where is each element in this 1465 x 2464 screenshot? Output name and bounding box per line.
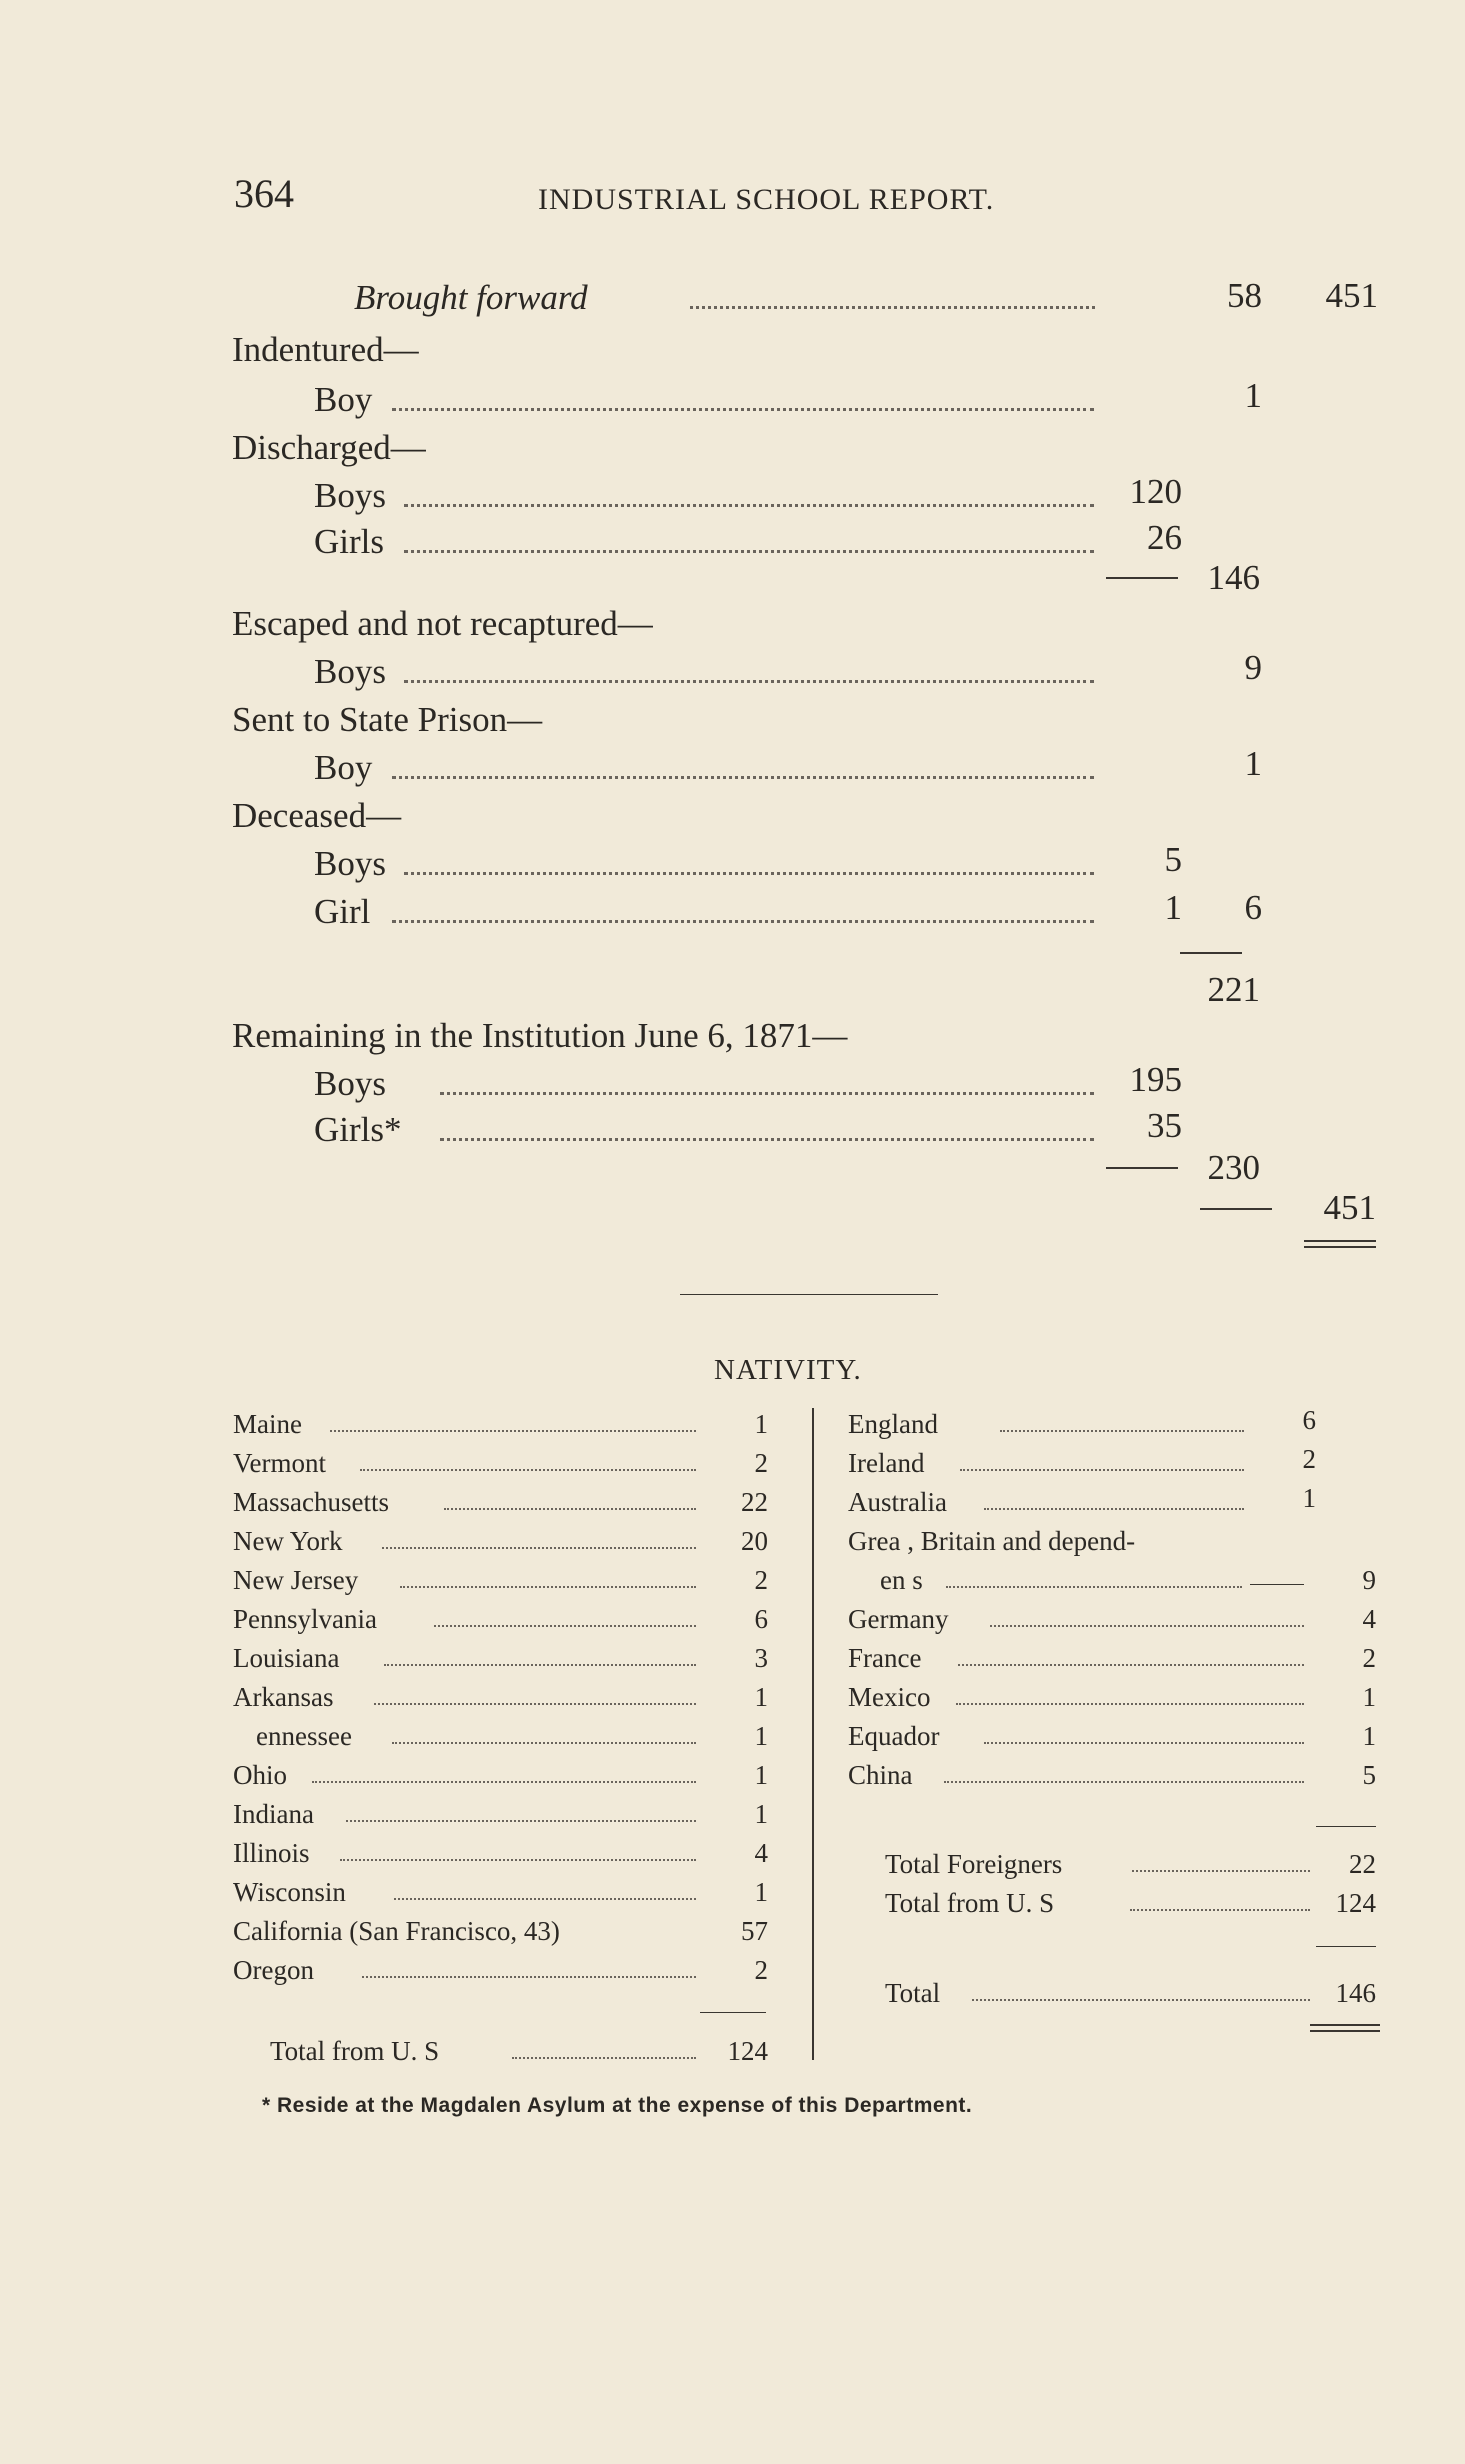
brought-forward-a: 58 xyxy=(1227,276,1262,315)
deceased-girl-value: 1 xyxy=(1164,888,1182,927)
leader-dots xyxy=(690,306,1095,309)
leader-dots xyxy=(384,1664,696,1666)
list-item-label: England xyxy=(848,1409,938,1439)
list-item-value: 2 xyxy=(754,1955,768,1985)
leader-dots xyxy=(990,1625,1304,1627)
remaining-boys-label: Boys xyxy=(314,1064,386,1103)
leader-dots xyxy=(394,1898,696,1900)
column-divider xyxy=(812,1408,814,2060)
leader-dots xyxy=(444,1508,696,1510)
list-item-value: 5 xyxy=(1362,1760,1376,1790)
list-item-value: 1 xyxy=(754,1799,768,1829)
sum-rule xyxy=(1316,1826,1376,1827)
list-item-label: Germany xyxy=(848,1604,949,1634)
list-item-value: 20 xyxy=(741,1526,768,1556)
list-item-value: 6 xyxy=(754,1604,768,1634)
state-prison-heading: Sent to State Prison— xyxy=(232,700,543,739)
list-item-value: 3 xyxy=(754,1643,768,1673)
discharged-boys-value: 120 xyxy=(1129,472,1182,511)
total-foreigners-value: 22 xyxy=(1349,1849,1376,1879)
section-divider xyxy=(680,1294,938,1295)
leader-dots xyxy=(392,1742,696,1744)
leader-dots xyxy=(1000,1430,1244,1432)
list-item-label: California (San Francisco, 43) xyxy=(233,1916,560,1946)
list-item-label: Australia xyxy=(848,1487,947,1517)
list-item-value: 1 xyxy=(754,1721,768,1751)
discharged-heading: Discharged— xyxy=(232,428,426,467)
list-item-label: Vermont xyxy=(233,1448,326,1478)
deceased-heading: Deceased— xyxy=(232,796,402,835)
footnote: * Reside at the Magdalen Asylum at the expense of this Department. xyxy=(262,2094,973,2117)
deceased-boys-value: 5 xyxy=(1164,840,1182,879)
leader-dots xyxy=(392,408,1094,411)
list-item-value: 2 xyxy=(1302,1444,1316,1474)
list-item-label: Maine xyxy=(233,1409,302,1439)
list-item-value: 4 xyxy=(1362,1604,1376,1634)
state-prison-boy-label: Boy xyxy=(314,748,373,787)
leader-dots xyxy=(312,1781,696,1783)
leader-dots xyxy=(512,2057,696,2059)
leader-dots xyxy=(434,1625,696,1627)
list-item-label: Ohio xyxy=(233,1760,287,1790)
state-prison-boy-value: 1 xyxy=(1244,744,1262,783)
list-item-value: 1 xyxy=(754,1877,768,1907)
list-item-value: 1 xyxy=(1362,1721,1376,1751)
list-item-label: Indiana xyxy=(233,1799,314,1829)
indentured-boy-value: 1 xyxy=(1244,376,1262,415)
leader-dots xyxy=(340,1859,696,1861)
leader-dots xyxy=(404,872,1094,875)
leader-dots xyxy=(392,920,1094,923)
leader-dots xyxy=(958,1664,1304,1666)
leader-dots xyxy=(404,680,1094,683)
sum-rule xyxy=(1316,1946,1376,1947)
list-item-label: Equador xyxy=(848,1721,940,1751)
sum-rule xyxy=(1250,1584,1304,1585)
leader-dots xyxy=(362,1976,696,1978)
list-item-label: Mexico xyxy=(848,1682,931,1712)
leader-dots xyxy=(330,1430,696,1432)
sum-rule xyxy=(700,2012,766,2013)
leader-dots xyxy=(382,1547,696,1549)
list-item-value: 1 xyxy=(754,1760,768,1790)
leader-dots xyxy=(404,550,1094,553)
list-item-label: Ireland xyxy=(848,1448,925,1478)
leader-dots xyxy=(984,1508,1244,1510)
list-item-value: 1 xyxy=(1362,1682,1376,1712)
us-total-value: 124 xyxy=(727,2036,768,2066)
double-rule xyxy=(1304,1240,1376,1242)
leader-dots xyxy=(440,1092,1094,1095)
leader-dots xyxy=(346,1820,696,1822)
leader-dots xyxy=(946,1586,1242,1588)
leader-dots xyxy=(392,776,1094,779)
discharged-girls-label: Girls xyxy=(314,522,384,561)
remaining-girls-value: 35 xyxy=(1147,1106,1182,1145)
list-item-label: ennessee xyxy=(256,1721,352,1751)
leader-dots xyxy=(960,1469,1244,1471)
total-value: 146 xyxy=(1335,1978,1376,2008)
leader-dots xyxy=(374,1703,696,1705)
list-item-label: Arkansas xyxy=(233,1682,334,1712)
list-item-value: 2 xyxy=(754,1565,768,1595)
remaining-total: 230 xyxy=(1207,1148,1260,1187)
list-item-label: Wisconsin xyxy=(233,1877,346,1907)
list-item-label: New Jersey xyxy=(233,1565,359,1595)
us-total-label: Total from U. S xyxy=(270,2036,440,2066)
list-item-value: 6 xyxy=(1302,1405,1316,1435)
list-item-label: France xyxy=(848,1643,922,1673)
double-rule xyxy=(1310,2024,1380,2026)
deceased-boys-label: Boys xyxy=(314,844,386,883)
list-item-value: 2 xyxy=(1362,1643,1376,1673)
leader-dots xyxy=(1132,1870,1310,1872)
total-us-value: 124 xyxy=(1335,1888,1376,1918)
list-item-value: 1 xyxy=(754,1409,768,1439)
remaining-boys-value: 195 xyxy=(1129,1060,1182,1099)
double-rule xyxy=(1304,1246,1376,1248)
discharged-total: 146 xyxy=(1207,558,1260,597)
indentured-heading: Indentured— xyxy=(232,330,419,369)
list-item-label: China xyxy=(848,1760,913,1790)
total-us-label: Total from U. S xyxy=(885,1888,1055,1918)
page-number: 364 xyxy=(234,171,294,216)
leader-dots xyxy=(440,1138,1094,1141)
double-rule xyxy=(1310,2030,1380,2032)
list-item-label: Louisiana xyxy=(233,1643,340,1673)
sum-rule xyxy=(1180,952,1242,954)
remaining-heading: Remaining in the Institution June 6, 1871— xyxy=(232,1016,848,1055)
list-item-label: en s xyxy=(880,1565,923,1595)
leader-dots xyxy=(972,1999,1310,2001)
list-item-label: Illinois xyxy=(233,1838,310,1868)
leader-dots xyxy=(1130,1909,1310,1911)
list-item-value: 9 xyxy=(1362,1565,1376,1595)
escaped-boys-value: 9 xyxy=(1244,648,1262,687)
deceased-girl-label: Girl xyxy=(314,892,371,931)
brought-forward-b: 451 xyxy=(1325,276,1378,315)
list-item-label: Massachusetts xyxy=(233,1487,389,1517)
list-item-value: 4 xyxy=(754,1838,768,1868)
escaped-boys-label: Boys xyxy=(314,652,386,691)
leader-dots xyxy=(360,1469,696,1471)
list-item-value: 1 xyxy=(1302,1483,1316,1513)
total-foreigners-label: Total Foreigners xyxy=(885,1849,1063,1879)
remaining-girls-label: Girls* xyxy=(314,1110,402,1149)
subtotal: 221 xyxy=(1207,970,1260,1009)
list-item-value: 2 xyxy=(754,1448,768,1478)
page-title: INDUSTRIAL SCHOOL REPORT. xyxy=(538,183,995,216)
list-item-value: 57 xyxy=(741,1916,768,1946)
discharged-girls-value: 26 xyxy=(1147,518,1182,557)
list-item-label: Pennsylvania xyxy=(233,1604,377,1634)
list-item-label: Oregon xyxy=(233,1955,314,1985)
nativity-title: NATIVITY. xyxy=(714,1354,862,1386)
list-item-value: 22 xyxy=(741,1487,768,1517)
leader-dots xyxy=(984,1742,1304,1744)
leader-dots xyxy=(944,1781,1304,1783)
leader-dots xyxy=(400,1586,696,1588)
escaped-heading: Escaped and not recaptured— xyxy=(232,604,653,643)
leader-dots xyxy=(404,504,1094,507)
list-item-label: Grea , Britain and depend- xyxy=(848,1526,1136,1556)
leader-dots xyxy=(956,1703,1304,1705)
deceased-total: 6 xyxy=(1244,888,1262,927)
list-item-label: New York xyxy=(233,1526,343,1556)
indentured-boy-label: Boy xyxy=(314,380,373,419)
brought-forward-label: Brought forward xyxy=(354,278,588,317)
grand-total: 451 xyxy=(1323,1188,1376,1227)
total-label: Total xyxy=(885,1978,941,2008)
discharged-boys-label: Boys xyxy=(314,476,386,515)
list-item-value: 1 xyxy=(754,1682,768,1712)
